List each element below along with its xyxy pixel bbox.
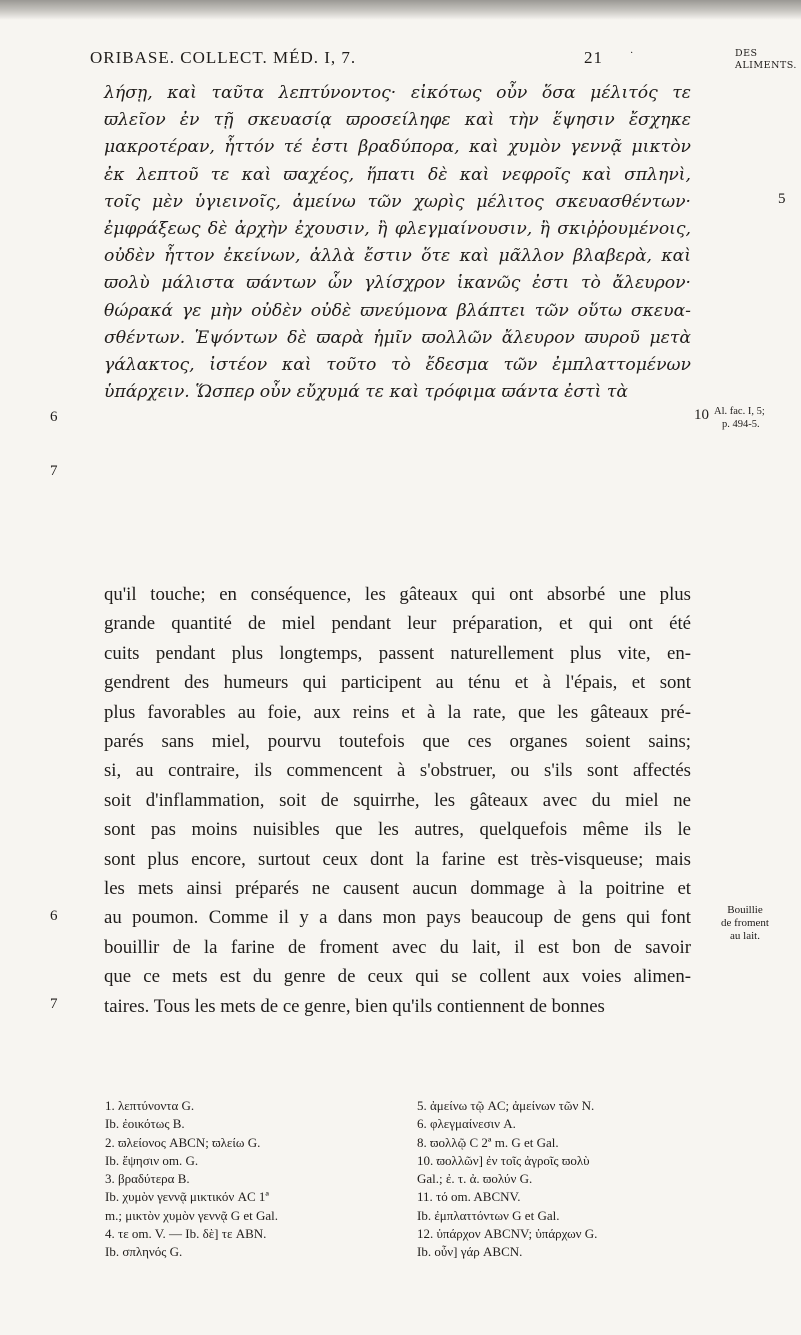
note: Ib. οὖν] γάρ ABCN.	[417, 1244, 523, 1260]
french-line: les mets ainsi préparés ne causent aucun dommage à la poitrine et	[104, 878, 691, 900]
greek-line: θώρακά γε μὴν οὐδὲν οὐδὲ ϖνεύμονα βλάπτει τῶν οὕτω σκευα-	[104, 300, 691, 321]
greek-line: μακροτέραν, ἧττόν τέ ἐστι βραδύπορα, καὶ χυμὸν γεννᾷ μικτὸν	[104, 137, 691, 158]
french-line: au poumon. Comme il y a dans mon pays beaucoup de gens qui font	[104, 907, 691, 929]
greek-line: γάλακτος, ἰστέον καὶ τοῦτο τὸ ἔδεσμα τῶν ἐμπλαττομένων	[104, 355, 691, 376]
greek-line: τοῖς μὲν ὑγιεινοῖς, ἀμείνω τῶν χωρὶς μέλιτος σκευασθέντων·	[104, 191, 691, 212]
note: 4. τε om. V. — Ib. δὲ] τε ABN.	[105, 1226, 267, 1242]
notes-left-column	[105, 1097, 415, 1262]
french-line: grande quantité de miel pendant leur préparation, et qui ont été	[104, 613, 691, 635]
note: 3. βραδύτερα B.	[105, 1171, 190, 1187]
french-line: bouillir de la farine de froment avec du lait, il est bon de savoir	[104, 936, 691, 958]
greek-line-number-7: 7	[50, 463, 58, 479]
note: 1. λεπτύνοντα G.	[105, 1098, 195, 1113]
note: 5. ἀμείνω τῷ AC; ἀμείνων τῶν N.	[417, 1098, 595, 1113]
french-line: sont pas moins nuisibles que les autres, quelquefois même ils le	[104, 819, 691, 841]
running-head-side-label: DES ALIMENTS.	[735, 48, 797, 71]
french-line: qu'il touche; en conséquence, les gâteaux qui ont absorbé une plus	[104, 584, 691, 605]
greek-line: ϖλεῖον ἐν τῇ σκευασίᾳ ϖροσείληφε καὶ τὴν ἕψησιν ἔσχηκε	[104, 110, 691, 131]
note: Ib. ἐμπλαττόντων G et Gal.	[417, 1207, 560, 1223]
french-line: que ce mets est du genre de ceux qui se collent aux voies alimen-	[104, 966, 691, 988]
french-line: parés sans miel, pourvu toutefois que ces organes soient sains;	[104, 731, 691, 753]
note: m.; μικτὸν χυμὸν γεννᾷ G et Gal.	[105, 1207, 278, 1223]
running-head	[90, 46, 690, 74]
greek-text	[104, 80, 691, 406]
running-head-bullet: ·	[630, 48, 635, 59]
greek-line: ἐκ λεπτοῦ τε καὶ ϖαχέος, ἥπατι δὲ καὶ νεφροῖς καὶ σπληνὶ,	[104, 164, 691, 185]
french-line: plus favorables au foie, aux reins et à la rate, que les gâteaux pré-	[104, 701, 691, 723]
scan-top-edge	[0, 0, 801, 20]
greek-line: ϖολὺ μάλιστα ϖάντων ὧν γλίσχρον ἱκανῶς ἐστι τὸ ἄλευρον·	[104, 273, 691, 294]
greek-line: ἐμφράξεως δὲ ἀρχὴν ἐχουσιν, ἢ φλεγμαίνουσιν, ἢ σκιῤῥουμένοις,	[104, 219, 691, 240]
greek-line-number-6: 6	[50, 409, 58, 425]
note: Ib. ἕψησιν om. G.	[105, 1152, 199, 1168]
greek-line: λήσῃ, καὶ ταῦτα λεπτύνοντος· εἰκότως οὖν ὅσα μέλιτός τε	[104, 83, 691, 103]
margin-note-bouillie	[705, 904, 785, 943]
french-translation	[104, 580, 691, 1021]
note: 8. ϖολλῷ C 2ª m. G et Gal.	[417, 1134, 559, 1150]
greek-line-number-5: 5	[778, 191, 786, 207]
margin-reference-page: p. 494-5.	[722, 419, 760, 430]
notes-right-column	[417, 1097, 727, 1262]
note: Ib. σπληνός G.	[105, 1244, 183, 1260]
french-line: cuits pendant plus longtemps, passent naturellement plus vite, en-	[104, 642, 691, 664]
margin-note-line: de froment	[721, 917, 769, 929]
note: 10. ϖολλῶν] ἐν τοῖς ἀγροῖς ϖολὺ	[417, 1152, 590, 1168]
note: Ib. χυμὸν γεννᾷ μικτικόν AC 1ª	[105, 1189, 269, 1205]
margin-note-line: au lait.	[730, 930, 760, 942]
greek-line-number-10: 10	[694, 407, 709, 423]
running-head-title: ORIBASE. COLLECT. MÉD. I, 7.	[90, 48, 357, 67]
french-line-number-6: 6	[50, 908, 58, 924]
note: 11. τό om. ABCNV.	[417, 1189, 521, 1205]
french-line: taires. Tous les mets de ce genre, bien qu'ils contiennent de bonnes	[104, 995, 605, 1017]
margin-reference: Al. fac. I, 5;	[714, 406, 765, 417]
margin-note-line: Bouillie	[727, 904, 763, 916]
note: 2. ϖλείονος ABCN; ϖλείω G.	[105, 1134, 261, 1150]
note: Ib. ἐοικότως B.	[105, 1116, 185, 1132]
page-number: 21	[584, 48, 603, 67]
note: 12. ὑπάρχον ABCNV; ὑπάρχων G.	[417, 1226, 598, 1242]
french-line: si, au contraire, ils commencent à s'obstruer, ou s'ils sont affectés	[104, 760, 691, 782]
note: Gal.; ἐ. τ. ἀ. ϖολύν G.	[417, 1171, 533, 1187]
note: 6. φλεγμαίνεσιν A.	[417, 1116, 516, 1132]
french-line: soit d'inflammation, soit de squirrhe, les gâteaux avec du miel ne	[104, 789, 691, 811]
french-line: gendrent des humeurs qui participent au ténu et à l'épais, et sont	[104, 672, 691, 694]
greek-line: σθέντων. Ἑψόντων δὲ ϖαρὰ ἡμῖν ϖολλῶν ἄλευρον ϖυροῦ μετὰ	[104, 327, 691, 348]
greek-line: οὐδὲν ἧττον ἐκείνων, ἀλλὰ ἔστιν ὅτε καὶ μᾶλλον βλαβερὰ, καὶ	[104, 246, 691, 267]
greek-line: ὑπάρχειν. Ὥσπερ οὖν εὔχυμά τε καὶ τρόφιμα ϖάντα ἐστὶ τὰ	[104, 382, 628, 403]
french-line: sont plus encore, surtout ceux dont la farine est très-visqueuse; mais	[104, 848, 691, 870]
french-line-number-7: 7	[50, 996, 58, 1012]
